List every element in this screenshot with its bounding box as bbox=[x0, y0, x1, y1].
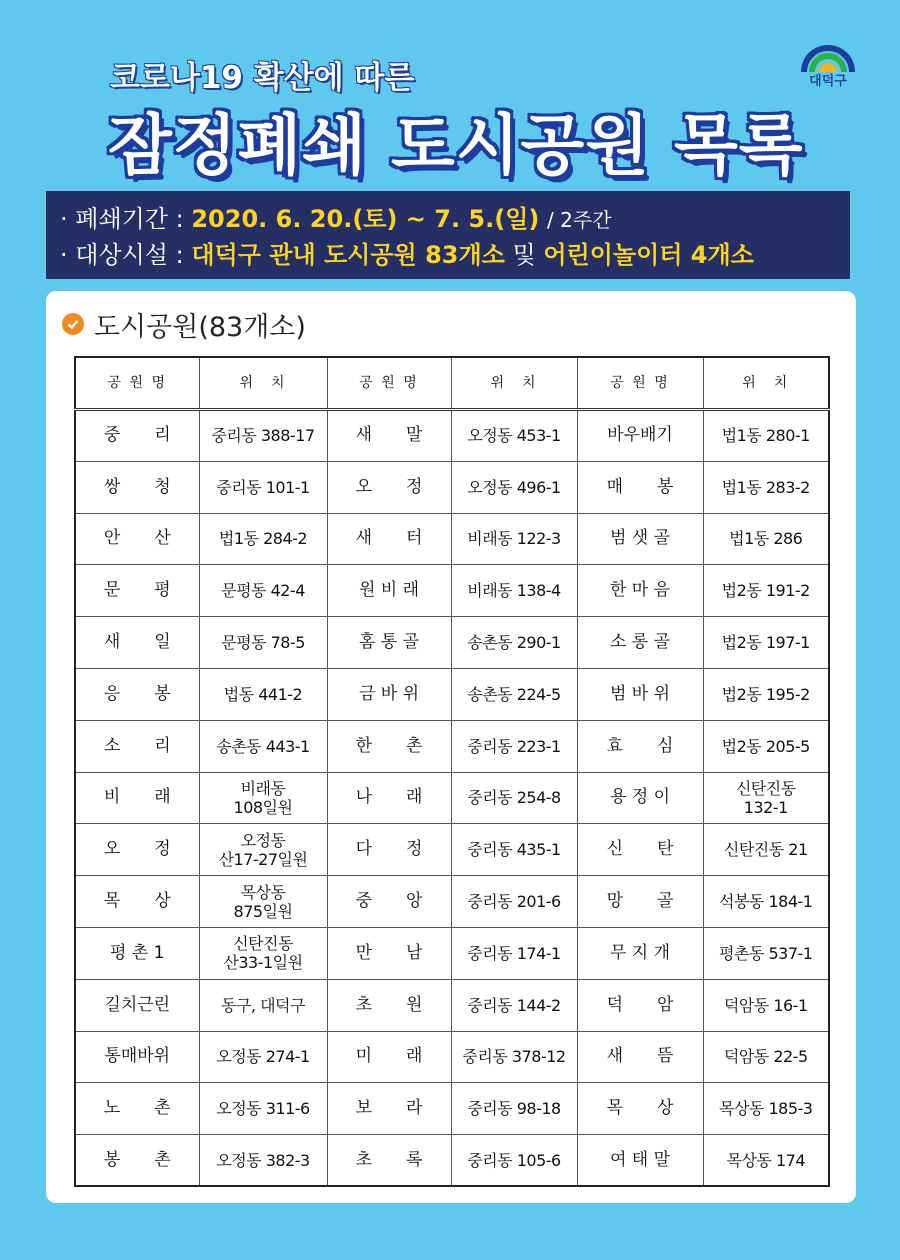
table-row bbox=[75, 1083, 829, 1135]
park-location-cell: 석봉동 184-1 bbox=[703, 876, 829, 928]
park-name-cell: 중 리 bbox=[75, 410, 199, 462]
park-name-cell: 여 태 말 bbox=[577, 1135, 703, 1187]
park-name-cell: 망 골 bbox=[577, 876, 703, 928]
park-location-cell: 중리동 144-2 bbox=[451, 979, 577, 1031]
park-location-cell: 중리동 223-1 bbox=[451, 720, 577, 772]
park-name-cell: 평 촌 1 bbox=[75, 927, 199, 979]
park-name-cell: 새 뜸 bbox=[577, 1031, 703, 1083]
section-header bbox=[62, 306, 306, 342]
table-row bbox=[75, 720, 829, 772]
park-location-cell: 중리동 254-8 bbox=[451, 772, 577, 824]
park-location-cell: 중리동 101-1 bbox=[199, 461, 327, 513]
park-name-cell: 금 바 위 bbox=[327, 668, 451, 720]
park-location-cell: 비래동 122-3 bbox=[451, 513, 577, 565]
park-name-cell: 원 비 래 bbox=[327, 565, 451, 617]
park-location-cell: 법1동 286 bbox=[703, 513, 829, 565]
park-name-cell: 홈 통 골 bbox=[327, 617, 451, 669]
header-park-name: 공 원 명 bbox=[75, 357, 199, 410]
park-location-cell: 법2동 197-1 bbox=[703, 617, 829, 669]
park-location-cell: 오정동 382-3 bbox=[199, 1135, 327, 1187]
park-location-cell: 신탄진동 132-1 bbox=[703, 772, 829, 824]
park-name-cell: 매 봉 bbox=[577, 461, 703, 513]
park-location-cell: 송촌동 290-1 bbox=[451, 617, 577, 669]
table-row bbox=[75, 668, 829, 720]
table-header-row bbox=[75, 357, 829, 410]
info-box bbox=[46, 191, 850, 279]
park-location-cell: 송촌동 224-5 bbox=[451, 668, 577, 720]
park-name-cell: 오 정 bbox=[327, 461, 451, 513]
park-location-cell: 문평동 42-4 bbox=[199, 565, 327, 617]
header-location: 위 치 bbox=[451, 357, 577, 410]
park-name-cell: 효 심 bbox=[577, 720, 703, 772]
page-title: 잠정폐쇄 도시공원 목록 bbox=[108, 107, 804, 184]
park-name-cell: 만 남 bbox=[327, 927, 451, 979]
park-name-cell: 중 앙 bbox=[327, 876, 451, 928]
park-name-cell: 덕 암 bbox=[577, 979, 703, 1031]
table-row bbox=[75, 461, 829, 513]
park-location-cell: 동구, 대덕구 bbox=[199, 979, 327, 1031]
park-location-cell: 법동 441-2 bbox=[199, 668, 327, 720]
header-park-name: 공 원 명 bbox=[327, 357, 451, 410]
check-circle-icon bbox=[62, 313, 84, 335]
period-value: 2020. 6. 20.(토) ~ 7. 5.(일) bbox=[191, 205, 540, 233]
table-row bbox=[75, 772, 829, 824]
target-facilities bbox=[60, 237, 836, 273]
park-location-cell: 중리동 105-6 bbox=[451, 1135, 577, 1187]
park-name-cell: 보 라 bbox=[327, 1083, 451, 1135]
park-location-cell: 중리동 174-1 bbox=[451, 927, 577, 979]
table-row bbox=[75, 1031, 829, 1083]
table-row bbox=[75, 876, 829, 928]
table-row bbox=[75, 513, 829, 565]
park-name-cell: 목 상 bbox=[75, 876, 199, 928]
park-name-cell: 한 마 음 bbox=[577, 565, 703, 617]
header-park-name: 공 원 명 bbox=[577, 357, 703, 410]
park-location-cell: 법1동 284-2 bbox=[199, 513, 327, 565]
park-name-cell: 바우배기 bbox=[577, 410, 703, 462]
table-row bbox=[75, 979, 829, 1031]
park-location-cell: 오정동 산17-27일원 bbox=[199, 824, 327, 876]
park-name-cell: 오 정 bbox=[75, 824, 199, 876]
park-name-cell: 봉 촌 bbox=[75, 1135, 199, 1187]
park-name-cell: 새 말 bbox=[327, 410, 451, 462]
park-location-cell: 송촌동 443-1 bbox=[199, 720, 327, 772]
park-name-cell: 목 상 bbox=[577, 1083, 703, 1135]
park-name-cell: 소 롱 골 bbox=[577, 617, 703, 669]
park-name-cell: 미 래 bbox=[327, 1031, 451, 1083]
target-conjunction: 및 bbox=[512, 241, 536, 269]
park-location-cell: 법1동 280-1 bbox=[703, 410, 829, 462]
park-name-cell: 통매바위 bbox=[75, 1031, 199, 1083]
header-location: 위 치 bbox=[199, 357, 327, 410]
park-name-cell: 무 지 개 bbox=[577, 927, 703, 979]
park-location-cell: 신탄진동 산33-1일원 bbox=[199, 927, 327, 979]
park-name-cell: 비 래 bbox=[75, 772, 199, 824]
park-location-cell: 법2동 205-5 bbox=[703, 720, 829, 772]
park-name-cell: 한 촌 bbox=[327, 720, 451, 772]
park-location-cell: 오정동 496-1 bbox=[451, 461, 577, 513]
park-name-cell: 길치근린 bbox=[75, 979, 199, 1031]
target-label: · 대상시설 : bbox=[60, 241, 184, 269]
park-location-cell: 비래동 108일원 bbox=[199, 772, 327, 824]
subtitle: 코로나19 확산에 따른 bbox=[110, 60, 415, 96]
park-name-cell: 범 바 위 bbox=[577, 668, 703, 720]
table-row bbox=[75, 824, 829, 876]
header-location: 위 치 bbox=[703, 357, 829, 410]
park-table bbox=[74, 356, 830, 1187]
period-suffix: / 2주간 bbox=[547, 208, 612, 232]
park-location-cell: 비래동 138-4 bbox=[451, 565, 577, 617]
park-location-cell: 중리동 378-12 bbox=[451, 1031, 577, 1083]
park-location-cell: 중리동 388-17 bbox=[199, 410, 327, 462]
park-location-cell: 오정동 274-1 bbox=[199, 1031, 327, 1083]
park-name-cell: 용 정 이 bbox=[577, 772, 703, 824]
table-row bbox=[75, 410, 829, 462]
park-location-cell: 중리동 435-1 bbox=[451, 824, 577, 876]
section-title: 도시공원(83개소) bbox=[94, 311, 306, 343]
park-location-cell: 목상동 185-3 bbox=[703, 1083, 829, 1135]
park-location-cell: 오정동 453-1 bbox=[451, 410, 577, 462]
park-name-cell: 안 산 bbox=[75, 513, 199, 565]
park-name-cell: 새 터 bbox=[327, 513, 451, 565]
park-location-cell: 문평동 78-5 bbox=[199, 617, 327, 669]
park-location-cell: 덕암동 16-1 bbox=[703, 979, 829, 1031]
target-playgrounds: 어린이놀이터 4개소 bbox=[543, 241, 754, 269]
park-location-cell: 법1동 283-2 bbox=[703, 461, 829, 513]
closure-period bbox=[60, 201, 836, 237]
park-location-cell: 목상동 174 bbox=[703, 1135, 829, 1187]
park-name-cell: 쌍 청 bbox=[75, 461, 199, 513]
park-location-cell: 목상동 875일원 bbox=[199, 876, 327, 928]
park-location-cell: 덕암동 22-5 bbox=[703, 1031, 829, 1083]
park-name-cell: 노 촌 bbox=[75, 1083, 199, 1135]
park-location-cell: 오정동 311-6 bbox=[199, 1083, 327, 1135]
park-name-cell: 문 평 bbox=[75, 565, 199, 617]
park-location-cell: 법2동 191-2 bbox=[703, 565, 829, 617]
table-row bbox=[75, 1135, 829, 1187]
park-name-cell: 소 리 bbox=[75, 720, 199, 772]
park-name-cell: 초 록 bbox=[327, 1135, 451, 1187]
logo-text: 대덕구 bbox=[809, 74, 847, 89]
park-name-cell: 초 원 bbox=[327, 979, 451, 1031]
table-row bbox=[75, 617, 829, 669]
park-name-cell: 응 봉 bbox=[75, 668, 199, 720]
daedeok-logo bbox=[800, 36, 856, 94]
park-location-cell: 중리동 201-6 bbox=[451, 876, 577, 928]
park-location-cell: 법2동 195-2 bbox=[703, 668, 829, 720]
park-name-cell: 나 래 bbox=[327, 772, 451, 824]
park-location-cell: 평촌동 537-1 bbox=[703, 927, 829, 979]
target-parks: 대덕구 관내 도시공원 83개소 bbox=[191, 241, 505, 269]
period-label: · 폐쇄기간 : bbox=[60, 205, 184, 233]
park-location-cell: 신탄진동 21 bbox=[703, 824, 829, 876]
park-name-cell: 신 탄 bbox=[577, 824, 703, 876]
table-row bbox=[75, 927, 829, 979]
park-location-cell: 중리동 98-18 bbox=[451, 1083, 577, 1135]
park-name-cell: 범 샛 골 bbox=[577, 513, 703, 565]
park-name-cell: 새 일 bbox=[75, 617, 199, 669]
park-name-cell: 다 정 bbox=[327, 824, 451, 876]
table-row bbox=[75, 565, 829, 617]
